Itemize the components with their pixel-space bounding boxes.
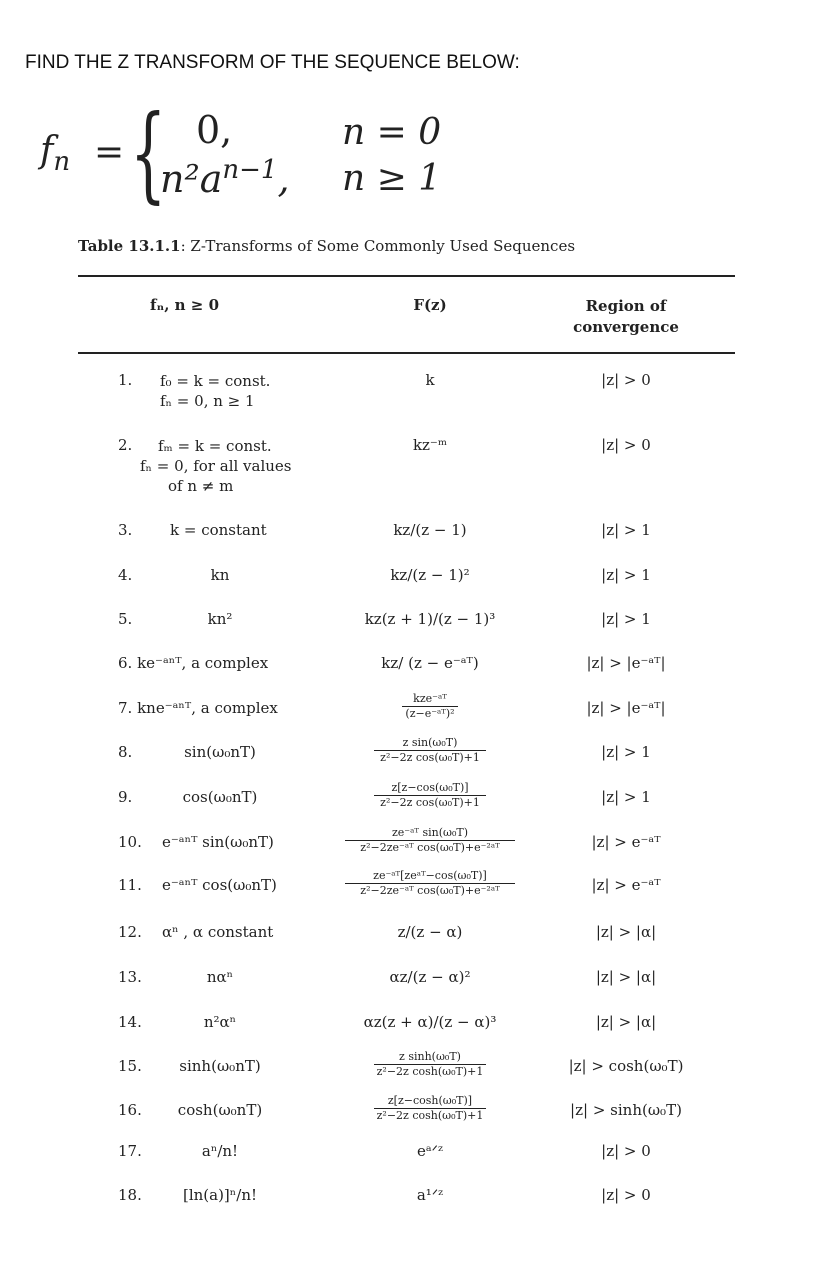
row-sequence [160,371,270,411]
row-number: 15. [118,1057,142,1075]
row-sequence: kn [210,566,230,584]
equation-brace: { [130,92,167,214]
row-convergence: |z| > 1 [601,521,651,539]
table-header-rule [78,352,735,354]
row-sequence [140,436,292,496]
row-transform [330,782,530,809]
row-sequence-line: fₙ = 0, n ≥ 1 [160,392,255,410]
header-roc: Region of convergence [573,297,679,336]
row-convergence: |z| > |α| [595,1013,657,1031]
row-number: 18. [118,1186,142,1204]
transform-denominator: z²−2ze⁻ᵃᵀ cos(ω₀T)+e⁻²ᵃᵀ [360,884,500,897]
row-number: 3. [118,521,133,539]
table-caption: Table 13.1.1: Z-Transforms of Some Commonly Used Sequences [78,237,576,255]
row-sequence: k = constant [170,521,267,539]
row-convergence: |z| > |e⁻ᵃᵀ| [586,699,666,717]
row-convergence: |z| > sinh(ω₀T) [570,1101,682,1119]
row-sequence: e⁻ᵃⁿᵀ sin(ω₀nT) [162,833,274,851]
transform-numerator: kze⁻ᵃᵀ [413,692,447,705]
row-transform: kz/(z − 1)² [390,566,470,584]
row-sequence: kn² [207,610,233,628]
row-convergence: |z| > |α| [595,923,657,941]
transform-denominator: z²−2z cos(ω₀T)+1 [380,751,480,764]
case2-value: $n^2a^{n-1}$, [160,155,290,201]
row-transform [330,1051,530,1078]
row-sequence-line: f₀ = k = const. [160,372,271,390]
row-sequence: nαⁿ [206,968,234,986]
row-number: 4. [118,566,133,584]
row-convergence: |z| > 0 [601,436,651,454]
row-sequence-line: fₙ = 0, for all values [140,457,292,475]
row-transform: kz/ (z − e⁻ᵃᵀ) [381,654,479,672]
row-convergence: |z| > e⁻ᵃᵀ [591,876,661,894]
row-sequence: 6. ke⁻ᵃⁿᵀ, a complex [118,654,269,672]
row-number: 2. [118,436,133,454]
row-sequence: cosh(ω₀nT) [177,1101,263,1119]
row-transform: k [425,371,435,389]
row-sequence: sin(ω₀nT) [184,743,256,761]
row-convergence: |z| > 1 [601,566,651,584]
row-transform: αz(z + α)/(z − α)³ [363,1013,497,1031]
row-sequence: αⁿ , α constant [162,923,274,941]
transform-numerator: ze⁻ᵃᵀ[zeᵃᵀ−cos(ω₀T)] [373,869,487,882]
row-convergence: |z| > 1 [601,610,651,628]
row-transform: kz/(z − 1) [393,521,467,539]
header-fn: fₙ, n ≥ 0 [150,296,220,314]
transform-numerator: z[z−cos(ω₀T)] [391,781,469,794]
row-sequence: sinh(ω₀nT) [179,1057,261,1075]
row-sequence-line: of n ≠ m [168,477,234,495]
row-number: 16. [118,1101,142,1119]
row-convergence: |z| > 1 [601,743,651,761]
row-transform: αz/(z − α)² [389,968,471,986]
transform-numerator: ze⁻ᵃᵀ sin(ω₀T) [391,826,469,839]
case1-condition: n = 0 [342,112,442,153]
row-sequence: 7. kne⁻ᵃⁿᵀ, a complex [118,699,278,717]
case1-value: 0, [196,108,233,152]
row-sequence: [ln(a)]ⁿ/n! [182,1186,258,1204]
row-convergence: |z| > |e⁻ᵃᵀ| [586,654,666,672]
row-transform: z/(z − α) [397,923,463,941]
row-number: 5. [118,610,133,628]
row-convergence: |z| > 0 [601,371,651,389]
row-number: 10. [118,833,142,851]
transform-numerator: z sinh(ω₀T) [399,1050,461,1063]
row-transform: kz(z + 1)/(z − 1)³ [364,610,496,628]
row-transform: kz⁻ᵐ [412,436,448,454]
row-number: 13. [118,968,142,986]
transform-denominator: z²−2z cosh(ω₀T)+1 [376,1109,484,1122]
row-number: 8. [118,743,133,761]
row-transform [330,693,530,720]
header-fz: F(z) [413,296,447,314]
row-convergence: |z| > |α| [595,968,657,986]
transform-denominator: (z−e⁻ᵃᵀ)² [405,707,455,720]
row-sequence-line: fₘ = k = const. [158,437,272,455]
row-sequence: aⁿ/n! [201,1142,239,1160]
case2-condition: n ≥ 1 [342,158,442,199]
transform-denominator: z²−2ze⁻ᵃᵀ cos(ω₀T)+e⁻²ᵃᵀ [360,841,500,854]
row-transform [330,827,530,854]
row-transform: eᵃᐟᶻ [417,1142,443,1160]
transform-denominator: z²−2z cos(ω₀T)+1 [380,796,480,809]
row-convergence: |z| > 0 [601,1142,651,1160]
row-number: 9. [118,788,133,806]
row-number: 11. [118,876,142,894]
transform-numerator: z[z−cosh(ω₀T)] [387,1094,473,1107]
row-transform: a¹ᐟᶻ [416,1186,444,1204]
row-convergence: |z| > 1 [601,788,651,806]
equation-equals: = [94,132,125,173]
transform-denominator: z²−2z cosh(ω₀T)+1 [376,1065,484,1078]
row-number: 17. [118,1142,142,1160]
equation-lhs: $f_n$ [40,130,71,177]
table-top-rule [78,275,735,277]
row-convergence: |z| > cosh(ω₀T) [568,1057,684,1075]
row-sequence: e⁻ᵃⁿᵀ cos(ω₀nT) [162,876,277,894]
row-transform [330,1095,530,1122]
row-sequence: n²αⁿ [203,1013,237,1031]
row-transform [330,870,530,897]
transform-numerator: z sin(ω₀T) [402,736,458,749]
row-convergence: |z| > 0 [601,1186,651,1204]
problem-heading: FIND THE Z TRANSFORM OF THE SEQUENCE BELOW: [25,52,520,73]
row-sequence: cos(ω₀nT) [182,788,258,806]
row-transform [330,737,530,764]
row-number: 12. [118,923,142,941]
row-number: 1. [118,371,133,389]
row-convergence: |z| > e⁻ᵃᵀ [591,833,661,851]
row-number: 14. [118,1013,142,1031]
